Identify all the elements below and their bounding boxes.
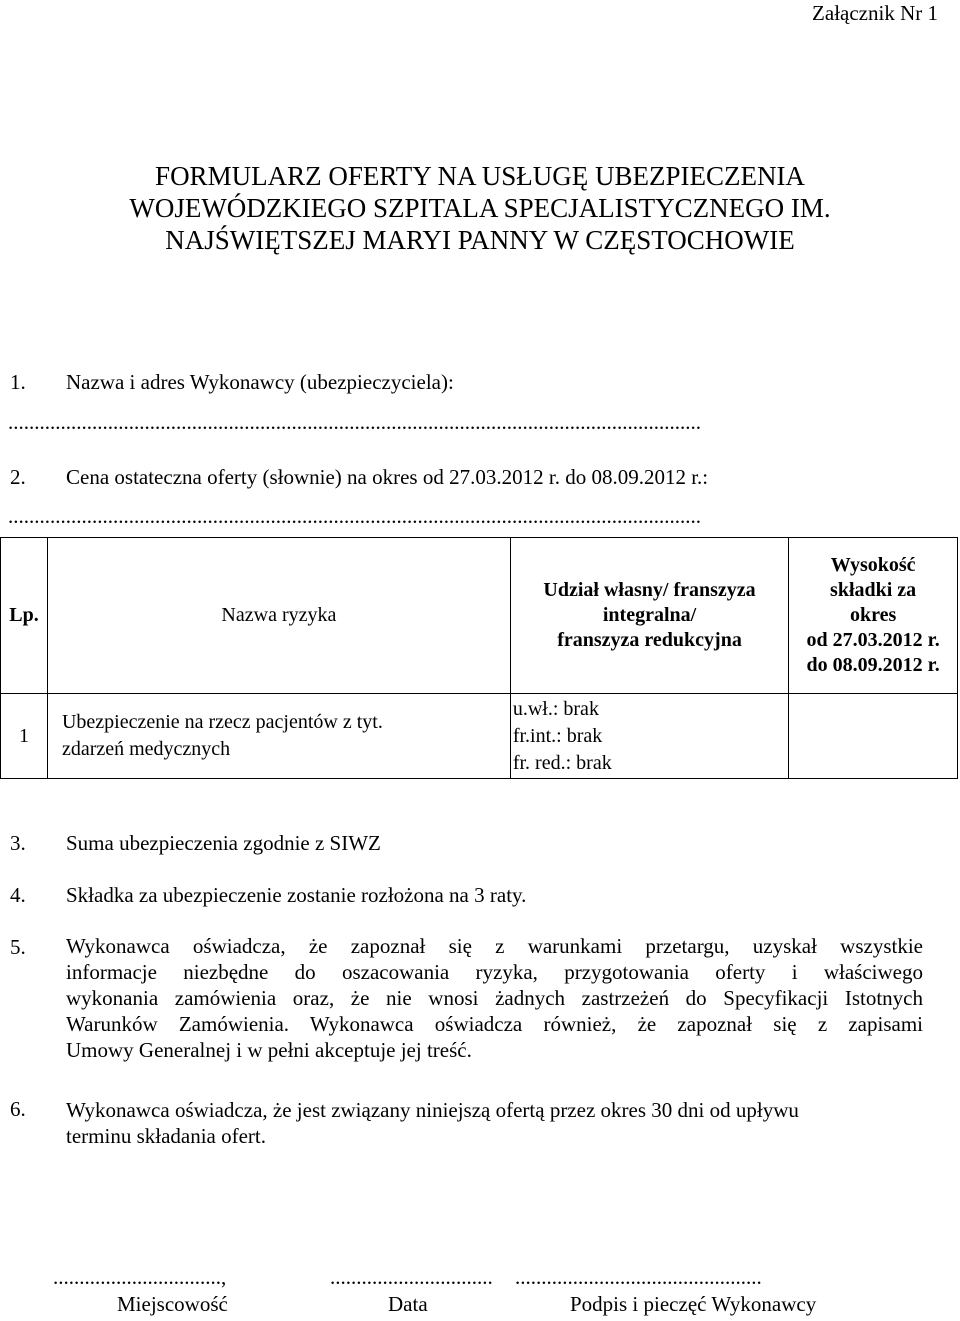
place-field[interactable]: ................................, [53,1265,227,1289]
form-title-line-3: NAJŚWIĘTSZEJ MARYI PANNY W CZĘSTOCHOWIE [165,225,795,255]
item-6-line-1: Wykonawca oświadcza, że jest związany niniejszą ofertą przez okres 30 dni od upływu [66,1098,799,1122]
signature-label: Podpis i pieczęć Wykonawcy [570,1292,817,1316]
date-label: Data [388,1292,428,1316]
item-5-line-1: Wykonawca oświadcza, że zapoznał się z warunkami przetargu, uzyskał wszystkie [66,934,923,958]
table-header-row [1,538,958,694]
item-5-line-4: Warunków Zamówienia. Wykonawca oświadcza również, że zapoznał się z zapisami [66,1012,923,1036]
place-label: Miejscowość [117,1292,228,1316]
item-5-paragraph [66,933,923,1063]
row-deductible [510,694,788,779]
item-5-line-3: wykonania zamówienia oraz, że nie wnosi żadnych zastrzeżeń do Specyfikacji Istotnych [66,986,923,1010]
header-premium-line-4: od 27.03.2012 r. [806,629,940,651]
appendix-label: Załącznik Nr 1 [812,1,938,25]
header-deductible-line-1: Udział własny/ franszyza [543,579,756,601]
header-deductible-line-2: integralna/ [602,604,697,626]
header-deductible [510,538,788,694]
item-4-number: 4. [10,883,26,907]
header-premium-line-3: okres [849,604,897,626]
item-6-number: 6. [10,1097,26,1121]
item-6-line-2: terminu składania ofert. [66,1124,267,1148]
row-deductible-line-1: u.wł.: brak [512,697,599,720]
item-1-number: 1. [10,370,26,394]
item-4-text: Składka za ubezpieczenie zostanie rozłożona na 3 raty. [66,883,527,907]
table-row [1,694,958,779]
row-deductible-line-3: fr. red.: brak [512,751,612,774]
header-deductible-line-3: franszyza redukcyjna [557,629,742,651]
row-lp: 1 [1,694,48,779]
item-2-number: 2. [10,465,26,489]
item-6-paragraph [66,1097,799,1149]
header-premium [789,538,958,694]
row-risk-name-line-2: zdarzeń medycznych [61,738,231,760]
header-premium-line-5: do 08.09.2012 r. [806,654,940,676]
contractor-name-field[interactable]: .................................................................................................................................... [8,410,701,434]
row-deductible-line-2: fr.int.: brak [512,724,603,747]
row-risk-name [47,694,510,779]
price-in-words-field[interactable]: .................................................................................................................................... [8,504,701,528]
row-risk-name-line-1: Ubezpieczenie na rzecz pacjentów z tyt. [61,711,383,733]
item-3-text: Suma ubezpieczenia zgodnie z SIWZ [66,831,381,855]
header-premium-line-1: Wysokość [830,554,916,576]
form-title-line-2: WOJEWÓDZKIEGO SZPITALA SPECJALISTYCZNEGO IM. [129,193,831,223]
header-premium-line-2: składki za [830,579,917,601]
item-5-line-2: informacje niezbędne do oszacowania ryzyka, przygotowania oferty i właściwego [66,960,923,984]
item-5-number: 5. [10,935,26,959]
header-lp: Lp. [1,538,48,694]
item-2-text: Cena ostateczna oferty (słownie) na okres od 27.03.2012 r. do 08.09.2012 r.: [66,465,709,489]
item-1-text: Nazwa i adres Wykonawcy (ubezpieczyciela): [66,370,454,394]
row-premium-cell[interactable] [789,694,958,779]
item-3-number: 3. [10,831,26,855]
form-title-line-1: FORMULARZ OFERTY NA USŁUGĘ UBEZPIECZENIA [155,161,805,191]
signature-field[interactable]: ............................................... [515,1265,762,1289]
date-field[interactable]: ............................... [330,1265,493,1289]
item-5-line-5: Umowy Generalnej i w pełni akceptuje jej treść. [66,1038,472,1062]
header-risk-name: Nazwa ryzyka [47,538,510,694]
risk-table [0,537,958,779]
